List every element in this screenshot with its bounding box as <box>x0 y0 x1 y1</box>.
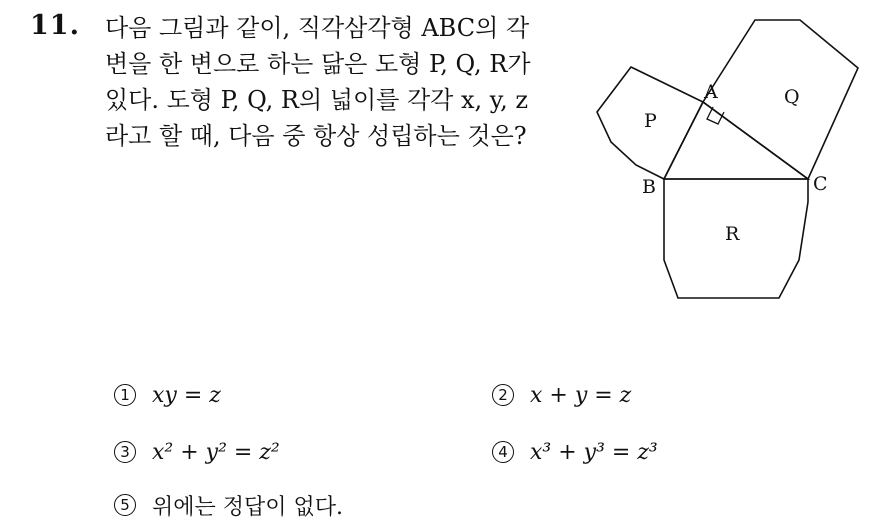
choice-5[interactable] <box>114 488 343 522</box>
shape-q <box>703 20 858 179</box>
stem-line-1: 다음 그림과 같이, 직각삼각형 ABC의 각 <box>105 14 530 42</box>
label-r: R <box>725 223 740 245</box>
figure-svg <box>590 10 870 310</box>
choice-3[interactable] <box>114 435 280 469</box>
label-q: Q <box>784 86 800 108</box>
triangle-abc <box>664 102 808 179</box>
choice-number: 5 <box>114 494 136 516</box>
choice-2[interactable] <box>492 378 631 412</box>
choice-number: 4 <box>492 441 514 463</box>
choice-text: x² + y² = z² <box>152 439 280 465</box>
choice-4[interactable] <box>492 435 658 469</box>
choice-number: 3 <box>114 441 136 463</box>
label-a: A <box>704 81 718 103</box>
choice-number: 1 <box>114 384 136 406</box>
choice-number: 2 <box>492 384 514 406</box>
choice-text: xy = z <box>152 382 221 408</box>
triangle-figure <box>590 10 870 310</box>
label-b: B <box>642 176 656 198</box>
choice-1[interactable] <box>114 378 221 412</box>
question-number: 11. <box>30 10 80 41</box>
label-p: P <box>644 110 657 132</box>
label-c: C <box>813 173 828 195</box>
question-stem <box>105 10 575 154</box>
stem-line-2: 변을 한 변으로 하는 닮은 도형 P, Q, R가 <box>105 50 531 78</box>
stem-line-4: 라고 할 때, 다음 중 항상 성립하는 것은? <box>105 122 527 150</box>
choice-text: x + y = z <box>530 382 632 408</box>
choice-text: x³ + y³ = z³ <box>530 439 658 465</box>
stem-line-3: 있다. 도형 P, Q, R의 넓이를 각각 x, y, z <box>105 86 529 114</box>
choice-text: 위에는 정답이 없다. <box>152 494 343 520</box>
